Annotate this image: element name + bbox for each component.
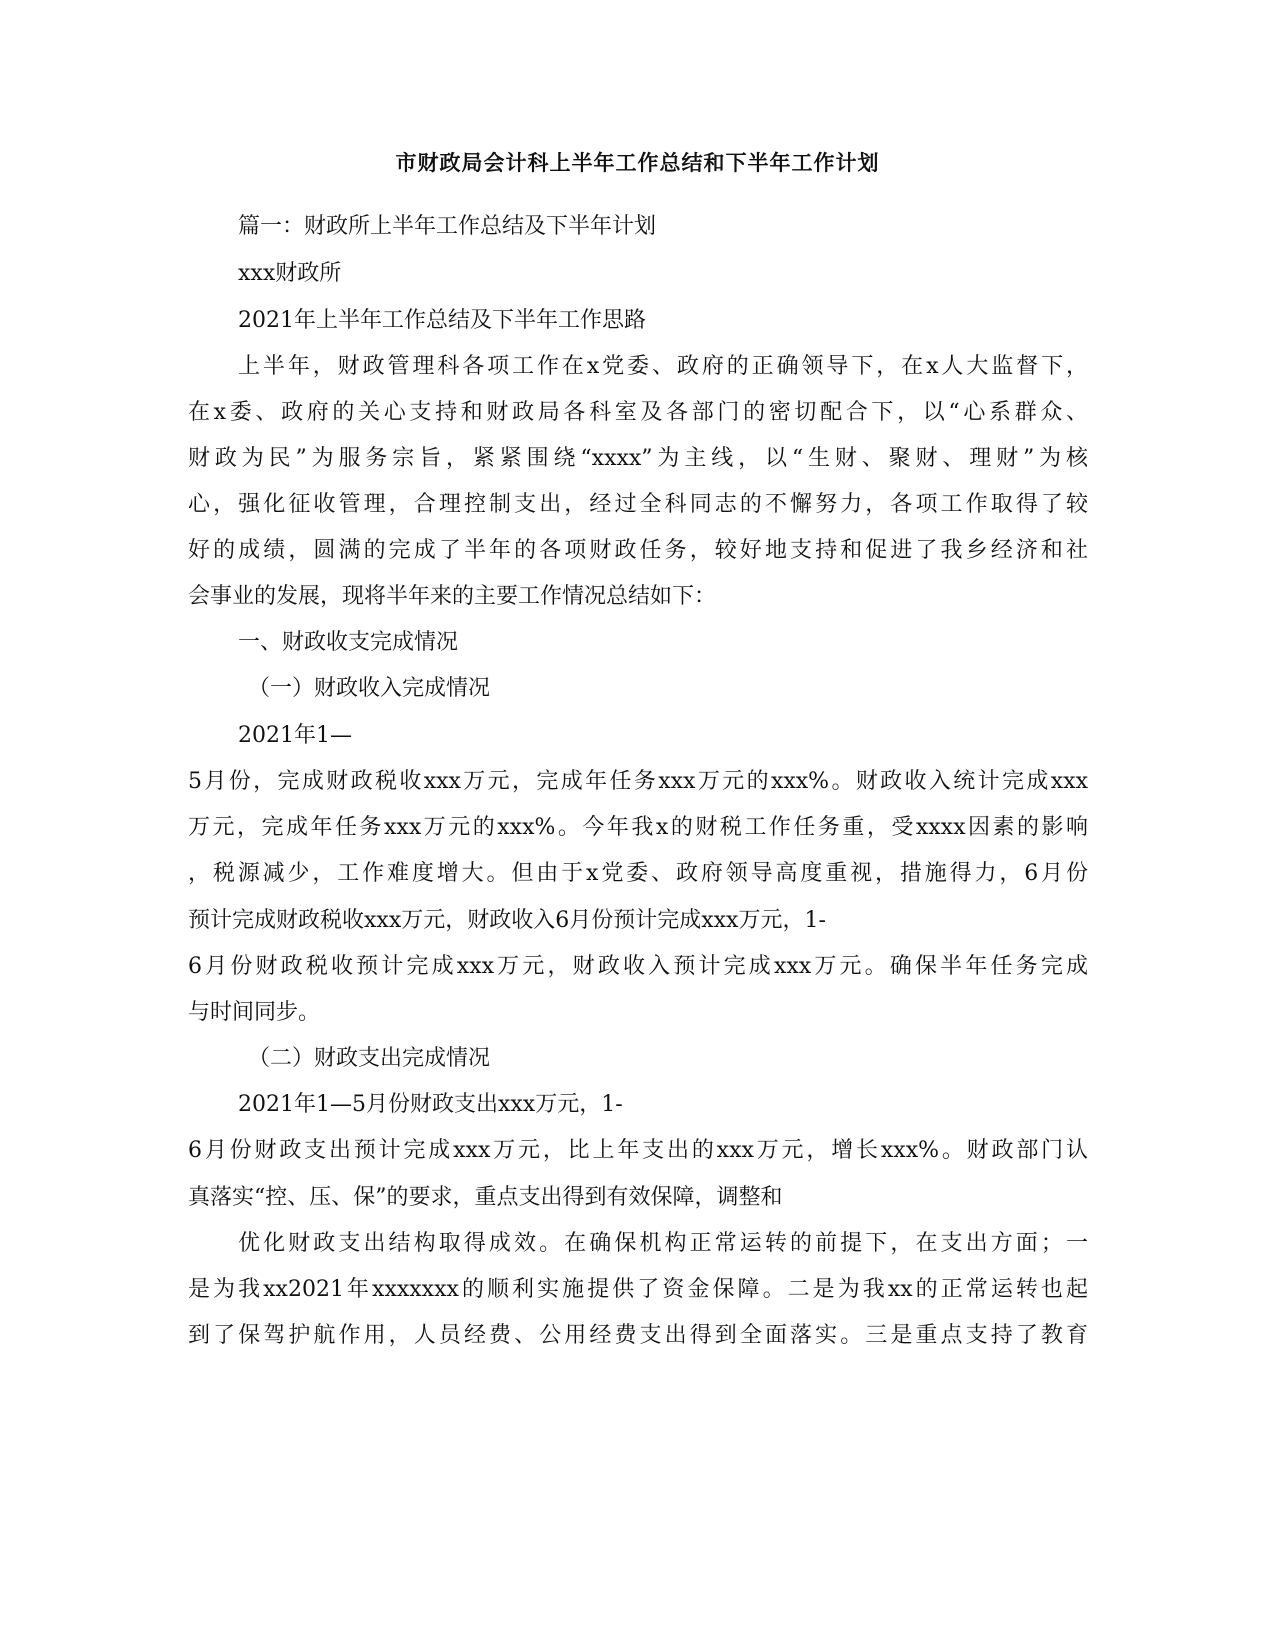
paragraph-line: 6月份财政税收预计完成xxx万元，财政收入预计完成xxx万元。确保半年任务完成 bbox=[188, 954, 1088, 979]
paragraph-line: 上半年，财政管理科各项工作在x党委、政府的正确领导下，在x人大监督下， bbox=[238, 354, 1088, 379]
paragraph-line: 好的成绩，圆满的完成了半年的各项财政任务，较好地支持和促进了我乡经济和社 bbox=[188, 538, 1088, 563]
paragraph-line: 财政为民”为服务宗旨，紧紧围绕“xxxx”为主线，以“生财、聚财、理财”为核 bbox=[188, 446, 1088, 471]
paragraph-line: 预计完成财政税收xxx万元，财政收入6月份预计完成xxx万元，1- bbox=[188, 908, 826, 933]
paragraph-line: 心，强化征收管理，合理控制支出，经过全科同志的不懈努力，各项工作取得了较 bbox=[188, 492, 1088, 517]
paragraph-line: 2021年1— bbox=[238, 723, 352, 748]
paragraph-line: 到了保驾护航作用，人员经费、公用经费支出得到全面落实。三是重点支持了教育 bbox=[188, 1323, 1088, 1348]
paragraph-line: ，税源减少，工作难度增大。但由于x党委、政府领导高度重视，措施得力，6月份 bbox=[188, 861, 1088, 886]
organization-name: xxx财政所 bbox=[238, 261, 342, 286]
paragraph-line: 优化财政支出结构取得成效。在确保机构正常运转的前提下，在支出方面；一 bbox=[238, 1231, 1088, 1256]
paragraph-line: 万元，完成年任务xxx万元的xxx%。今年我x的财税工作任务重，受xxxx因素的影响 bbox=[188, 815, 1088, 840]
paragraph-line: 是为我xx2021年xxxxxxx的顺利实施提供了资金保障。二是为我xx的正常运转也起 bbox=[188, 1277, 1088, 1302]
summary-subtitle: 2021年上半年工作总结及下半年工作思路 bbox=[238, 308, 646, 333]
section-heading: 篇一：财政所上半年工作总结及下半年计划 bbox=[238, 214, 657, 239]
document-title: 市财政局会计科上半年工作总结和下半年工作计划 bbox=[395, 151, 880, 175]
paragraph-line: 5月份，完成财政税收xxx万元，完成年任务xxx万元的xxx%。财政收入统计完成xxx bbox=[188, 769, 1088, 794]
paragraph-line: 真落实“控、压、保”的要求，重点支出得到有效保障，调整和 bbox=[188, 1185, 783, 1210]
paragraph-line: 2021年1—5月份财政支出xxx万元，1- bbox=[238, 1092, 623, 1117]
paragraph-line: 6月份财政支出预计完成xxx万元，比上年支出的xxx万元，增长xxx%。财政部门认 bbox=[188, 1138, 1088, 1163]
paragraph-line: 会事业的发展，现将半年来的主要工作情况总结如下： bbox=[188, 584, 717, 609]
paragraph-line: 在x委、政府的关心支持和财政局各科室及各部门的密切配合下，以“心系群众、 bbox=[188, 400, 1088, 425]
paragraph-line: 与时间同步。 bbox=[188, 1000, 321, 1025]
subsection-heading: （二）财政支出完成情况 bbox=[248, 1046, 491, 1071]
section-heading: 一、财政收支完成情况 bbox=[238, 630, 459, 655]
subsection-heading: （一）财政收入完成情况 bbox=[248, 676, 491, 701]
